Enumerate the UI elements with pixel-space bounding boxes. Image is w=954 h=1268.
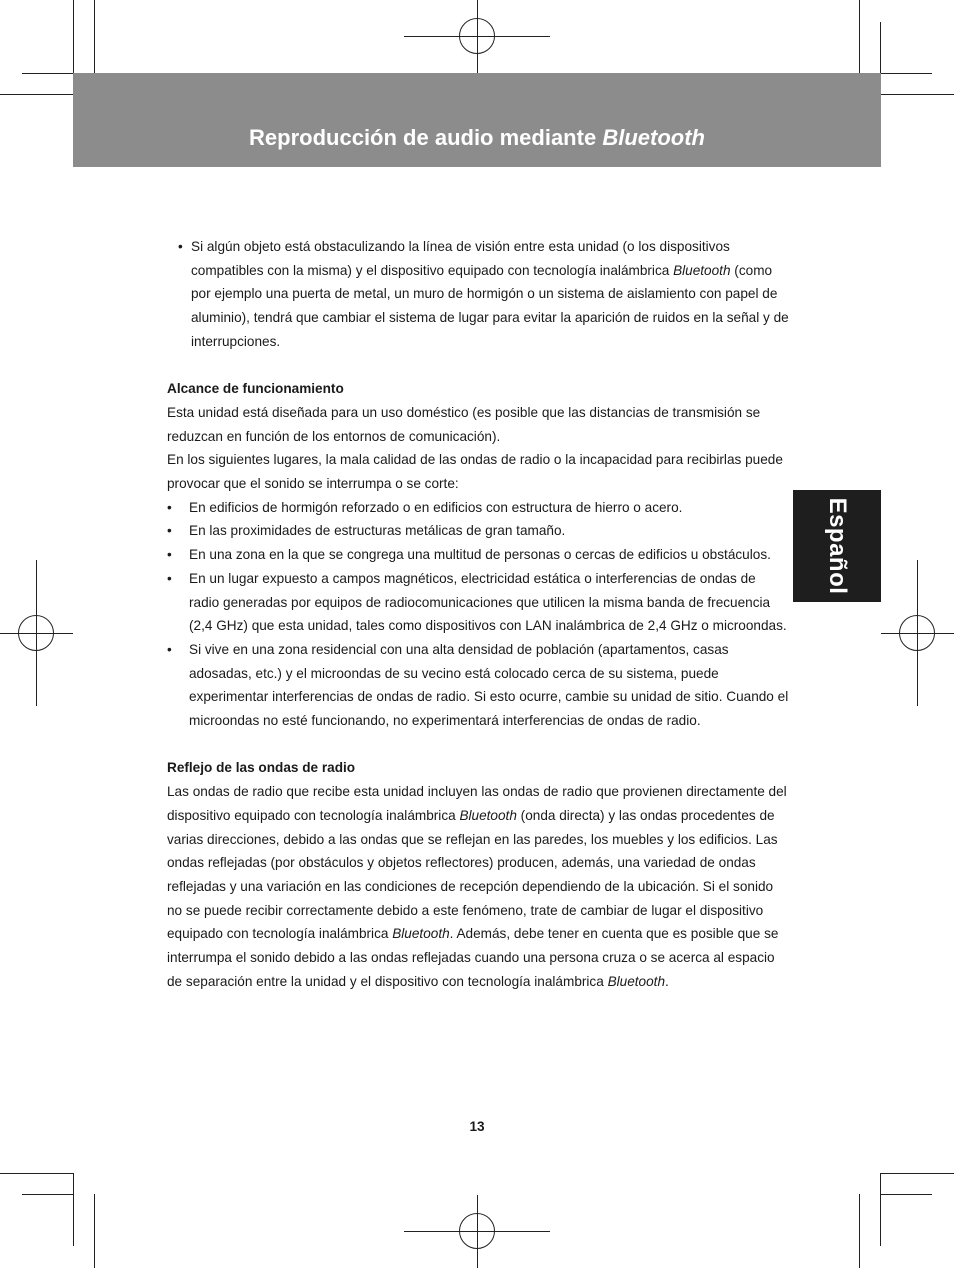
list-item: • En un lugar expuesto a campos magnéticos, electricidad estática o interferencias de ondas de radio generadas por equipos de radiocomunicaciones que utilicen la misma banda de frecuencia (2,4 GHz) que esta unidad, tales como dispositivos con LAN inalámbrica de 2,4 GHz o microondas. — [167, 570, 787, 634]
page-title-text: Reproducción de audio mediante — [249, 125, 603, 150]
bullet-marker: • — [178, 239, 183, 254]
list-item: • En una zona en la que se congrega una multitud de personas o cercas de edificios u obstáculos. — [167, 547, 771, 563]
language-tab — [793, 490, 881, 602]
list-item: • Si vive en una zona residencial con una alta densidad de población (apartamentos, casas adosadas, etc.) y el microondas de su vecino está colocado cerca de su sistema, puede experimentar interferencias de ondas de radio. Si esto ocurre, cambie su unidad de sitio. Cuando el microondas no esté funcionando, no experimentará interferencias de ondas de radio. — [167, 641, 789, 729]
page-title — [73, 125, 881, 151]
paragraph: Las ondas de radio que recibe esta unidad incluyen las ondas de radio que provienen directamente del dispositivo equipado con tecnología inalámbrica Bluetooth (onda directa) y las ondas procedentes de varias direcciones, debido a las ondas que se reflejan en las paredes, los muebles y los edificios. Las ondas reflejadas (por obstáculos y objetos reflectores) producen, además, una variedad de ondas reflejadas y una variación en las condiciones de recepción dependiendo de la ubicación. Si el sonido no se puede recibir correctamente debido a este fenómeno, trate de cambiar de lugar el dispositivo equipado con tecnología inalámbrica Bluetooth. Además, debe tener en cuenta que es posible que se interrumpa el sonido debido a las ondas reflejadas cuando una persona cruza o se acerca al espacio de separación entre la unidad y el dispositivo con tecnología inalámbrica Bluetooth. — [167, 784, 787, 989]
page-number: 13 — [469, 1119, 485, 1134]
header-band — [73, 73, 881, 167]
section-heading-radio-reflection: Reflejo de las ondas de radio — [167, 760, 356, 776]
page-title-italic: Bluetooth — [602, 125, 705, 150]
paragraph: En los siguientes lugares, la mala calidad de las ondas de radio o la incapacidad para recibirlas puede provocar que el sonido se interrumpa o se corte: — [167, 452, 783, 492]
section-heading-operating-range: Alcance de funcionamiento — [167, 381, 344, 397]
list-item: • En las proximidades de estructuras metálicas de gran tamaño. — [167, 523, 566, 539]
list-item: • En edificios de hormigón reforzado o en edificios con estructura de hierro o acero. — [167, 499, 683, 515]
paragraph: Esta unidad está diseñada para un uso doméstico (es posible que las distancias de transmisión se reduzcan en función de los entornos de comunicación). — [167, 404, 761, 444]
main-content — [167, 235, 789, 993]
language-tab-label: Español — [824, 497, 851, 595]
bullet-list — [167, 496, 789, 733]
intro-bullet: • Si algún objeto está obstaculizando la línea de visión entre esta unidad (o los dispositivos compatibles con la misma) y el dispositivo equipado con tecnología inalámbrica Bluetooth (como por ejemplo una puerta de metal, un muro de hormigón o un sistema de aislamiento con papel de aluminio), tendrá que cambiar el sistema de lugar para evitar la aparición de ruidos en la señal y de interrupciones. — [191, 235, 789, 354]
